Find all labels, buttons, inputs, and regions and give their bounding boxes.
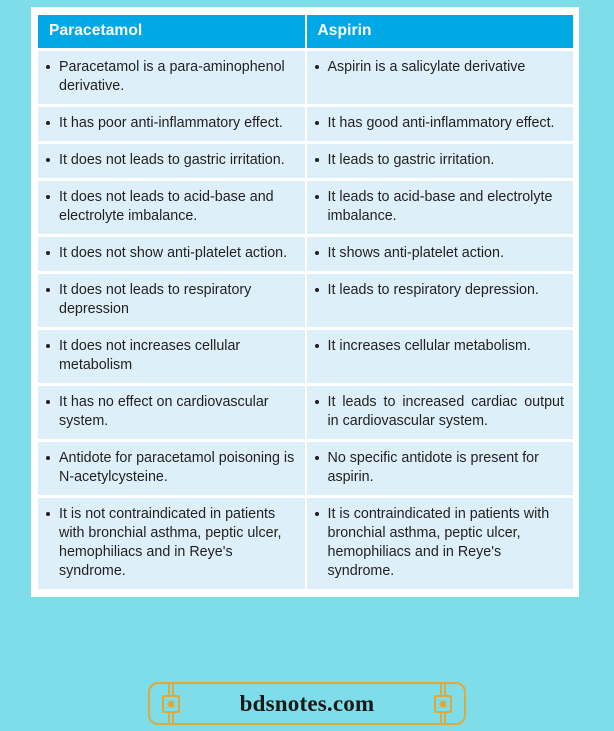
table-cell-aspirin bbox=[307, 107, 574, 141]
bullet-item bbox=[315, 244, 565, 263]
comparison-table-card bbox=[31, 7, 579, 597]
bullet-item bbox=[315, 188, 565, 226]
bullet-text: It is not contraindicated in patients with bronchial asthma, peptic ulcer, hemophiliacs and in Reye's syndrome. bbox=[59, 506, 282, 579]
bullet-dot-icon bbox=[46, 195, 50, 199]
table-cell-aspirin bbox=[307, 498, 574, 589]
table-cell-aspirin bbox=[307, 330, 574, 383]
table-cell-aspirin bbox=[307, 181, 574, 234]
table-cell-paracetamol bbox=[38, 330, 305, 383]
bullet-dot-icon bbox=[46, 121, 50, 125]
bullet-item bbox=[315, 337, 565, 356]
bullet-text: No specific antidote is present for aspirin. bbox=[327, 450, 539, 485]
bullet-text: It does not leads to respiratory depression bbox=[59, 282, 252, 317]
table-cell-paracetamol bbox=[38, 51, 305, 104]
footer-watermark bbox=[0, 676, 614, 731]
bullet-dot-icon bbox=[46, 251, 50, 255]
table-row bbox=[38, 274, 573, 327]
bullet-dot-icon bbox=[46, 344, 50, 348]
table-cell-paracetamol bbox=[38, 144, 305, 178]
table-row bbox=[38, 181, 573, 234]
column-header-paracetamol: Paracetamol bbox=[38, 15, 305, 48]
bullet-dot-icon bbox=[46, 512, 50, 516]
bullet-item bbox=[46, 281, 296, 319]
bullet-item bbox=[315, 151, 565, 170]
table-cell-paracetamol bbox=[38, 107, 305, 141]
bullet-dot-icon bbox=[315, 195, 319, 199]
bullet-dot-icon bbox=[46, 158, 50, 162]
bullet-item bbox=[46, 449, 296, 487]
bullet-item bbox=[315, 449, 565, 487]
bullet-dot-icon bbox=[315, 121, 319, 125]
table-cell-paracetamol bbox=[38, 498, 305, 589]
table-row bbox=[38, 51, 573, 104]
bullet-item bbox=[46, 337, 296, 375]
table-row bbox=[38, 144, 573, 178]
bullet-text: It is contraindicated in patients with bronchial asthma, peptic ulcer, hemophiliacs and in Reye's syndrome. bbox=[327, 506, 550, 579]
bullet-dot-icon bbox=[315, 344, 319, 348]
bullet-item bbox=[46, 505, 296, 581]
bullet-text: Aspirin is a salicylate derivative bbox=[327, 59, 526, 75]
bullet-item bbox=[46, 151, 296, 170]
bullet-text: It does not leads to acid-base and electrolyte imbalance. bbox=[59, 189, 274, 224]
bullet-text: It shows anti-platelet action. bbox=[327, 245, 504, 261]
table-header bbox=[38, 15, 573, 48]
square-pip-ornament-icon-right bbox=[434, 682, 452, 725]
bullet-item bbox=[46, 58, 296, 96]
bullet-text: It does not show anti-platelet action. bbox=[59, 245, 288, 261]
badge-label: bdsnotes.com bbox=[239, 690, 375, 716]
table-cell-aspirin bbox=[307, 237, 574, 271]
table-cell-aspirin bbox=[307, 51, 574, 104]
bullet-item bbox=[315, 281, 565, 300]
paracetamol-aspirin-comparison-table bbox=[36, 12, 575, 592]
table-row bbox=[38, 107, 573, 141]
bullet-dot-icon bbox=[315, 251, 319, 255]
table-row bbox=[38, 498, 573, 589]
table-cell-aspirin bbox=[307, 144, 574, 178]
bullet-text: It leads to gastric irritation. bbox=[327, 152, 495, 168]
bdsnotes-badge bbox=[148, 682, 466, 725]
bullet-dot-icon bbox=[46, 456, 50, 460]
table-cell-paracetamol bbox=[38, 237, 305, 271]
bullet-dot-icon bbox=[315, 400, 319, 404]
table-cell-paracetamol bbox=[38, 442, 305, 495]
bullet-text: Paracetamol is a para-aminophenol derivative. bbox=[59, 59, 285, 94]
square-pip-ornament-icon-left bbox=[162, 682, 180, 725]
column-header-aspirin: Aspirin bbox=[307, 15, 574, 48]
table-cell-aspirin bbox=[307, 274, 574, 327]
bullet-dot-icon bbox=[315, 456, 319, 460]
bullet-dot-icon bbox=[315, 512, 319, 516]
bullet-item bbox=[315, 505, 565, 581]
table-cell-aspirin bbox=[307, 386, 574, 439]
table-cell-paracetamol bbox=[38, 274, 305, 327]
table-cell-paracetamol bbox=[38, 181, 305, 234]
bullet-text: It leads to acid-base and electrolyte imbalance. bbox=[327, 189, 553, 224]
table-header-row bbox=[38, 15, 573, 48]
bullet-text: It leads to respiratory depression. bbox=[327, 282, 539, 298]
bullet-text: It has no effect on cardiovascular system. bbox=[59, 394, 269, 429]
bullet-dot-icon bbox=[315, 158, 319, 162]
bullet-text: It does not increases cellular metabolism bbox=[59, 338, 241, 373]
bullet-item bbox=[46, 188, 296, 226]
bullet-item bbox=[46, 244, 296, 263]
table-row bbox=[38, 386, 573, 439]
bullet-item bbox=[315, 114, 565, 133]
table-cell-paracetamol bbox=[38, 386, 305, 439]
bullet-text: It has good anti-inflammatory effect. bbox=[327, 115, 555, 131]
bullet-text: It has poor anti-inflammatory effect. bbox=[59, 115, 283, 131]
table-row bbox=[38, 442, 573, 495]
table-cell-aspirin bbox=[307, 442, 574, 495]
bullet-text: It increases cellular metabolism. bbox=[327, 338, 531, 354]
bullet-item bbox=[315, 58, 565, 77]
bullet-dot-icon bbox=[46, 65, 50, 69]
table-row bbox=[38, 330, 573, 383]
bullet-text: It does not leads to gastric irritation. bbox=[59, 152, 285, 168]
bullet-text: Antidote for paracetamol poisoning is N-acetylcysteine. bbox=[59, 450, 295, 485]
bullet-dot-icon bbox=[315, 65, 319, 69]
bullet-dot-icon bbox=[315, 288, 319, 292]
bullet-item bbox=[46, 114, 296, 133]
bullet-item bbox=[315, 393, 565, 431]
bullet-text: It leads to increased cardiac output in cardiovascular system. bbox=[327, 394, 564, 429]
bullet-dot-icon bbox=[46, 288, 50, 292]
bullet-dot-icon bbox=[46, 400, 50, 404]
bullet-item bbox=[46, 393, 296, 431]
table-body bbox=[38, 51, 573, 589]
table-row bbox=[38, 237, 573, 271]
